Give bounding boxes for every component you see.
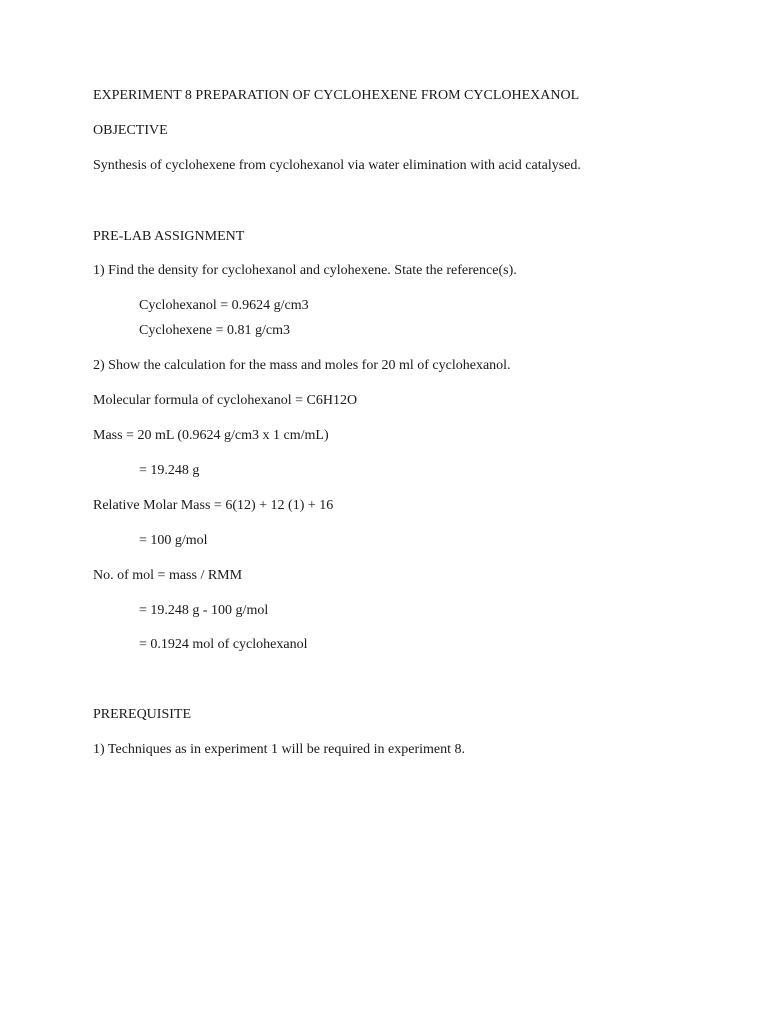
mol-step: = 19.248 g - 100 g/mol: [139, 603, 269, 618]
rmm-equation: Relative Molar Mass = 6(12) + 12 (1) + 16: [93, 498, 334, 513]
mol-equation: No. of mol = mass / RMM: [93, 568, 243, 583]
prelab-heading: PRE-LAB ASSIGNMENT: [93, 229, 245, 244]
question-2: 2) Show the calculation for the mass and moles for 20 ml of cyclohexanol.: [93, 358, 511, 373]
objective-text: Synthesis of cyclohexene from cyclohexanol via water elimination with acid catalysed.: [93, 158, 581, 173]
document-title: EXPERIMENT 8 PREPARATION OF CYCLOHEXENE FROM CYCLOHEXANOL: [93, 88, 580, 103]
prerequisite-heading: PREREQUISITE: [93, 707, 191, 722]
molecular-formula: Molecular formula of cyclohexanol = C6H12O: [93, 393, 358, 408]
rmm-result: = 100 g/mol: [139, 533, 208, 548]
density-cyclohexanol: Cyclohexanol = 0.9624 g/cm3: [139, 298, 309, 313]
objective-heading: OBJECTIVE: [93, 123, 168, 138]
mass-result: = 19.248 g: [139, 463, 200, 478]
mass-equation: Mass = 20 mL (0.9624 g/cm3 x 1 cm/mL): [93, 428, 329, 443]
mol-result: = 0.1924 mol of cyclohexanol: [139, 637, 308, 652]
question-1: 1) Find the density for cyclohexanol and cylohexene. State the reference(s).: [93, 263, 517, 278]
prerequisite-text: 1) Techniques as in experiment 1 will be required in experiment 8.: [93, 742, 465, 757]
density-cyclohexene: Cyclohexene = 0.81 g/cm3: [139, 323, 290, 338]
